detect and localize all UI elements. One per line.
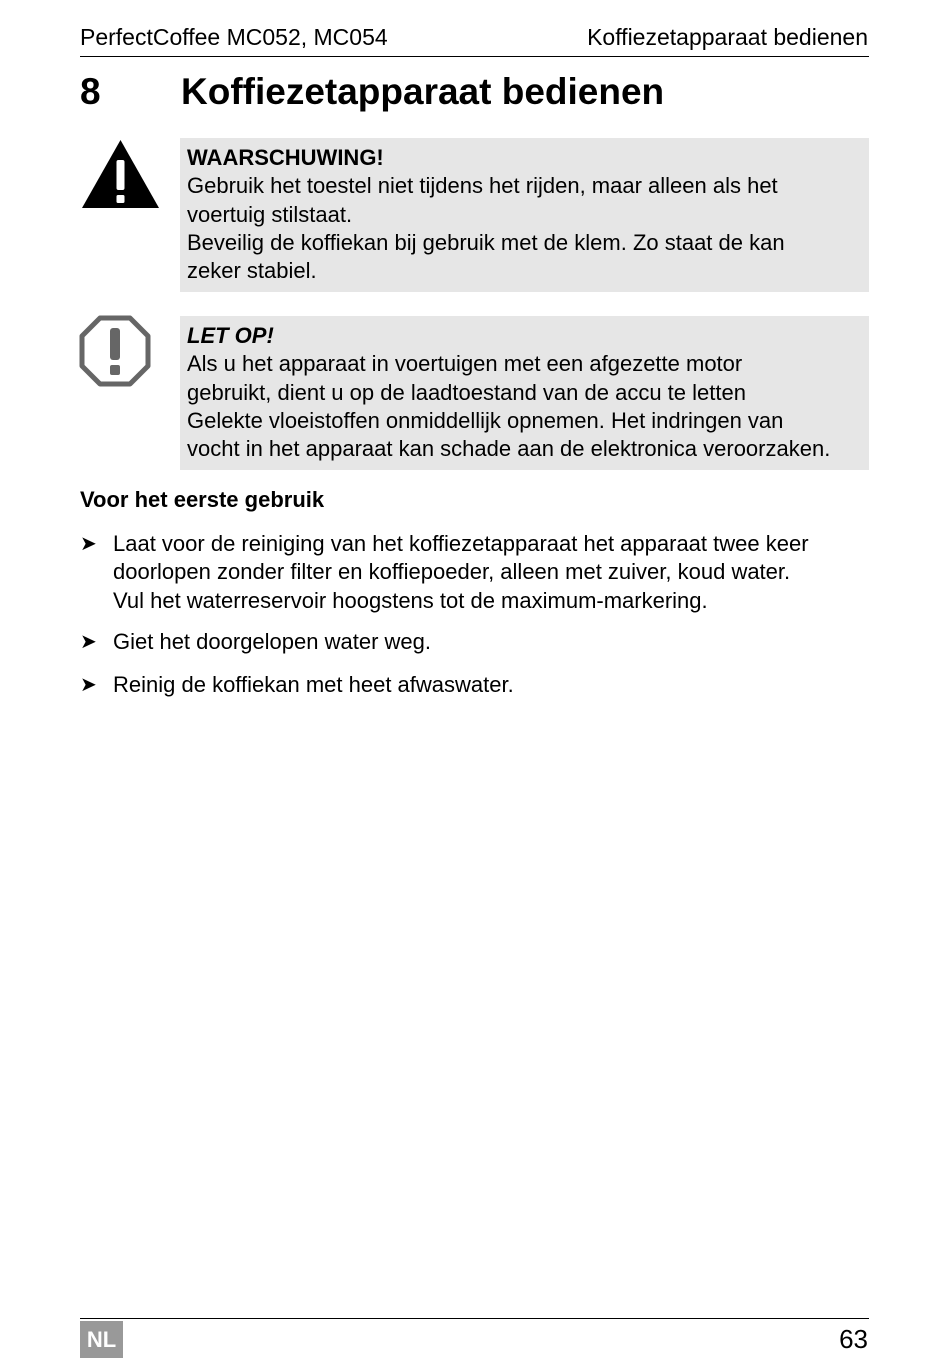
warning-text-line: voertuig stilstaat. xyxy=(187,201,353,227)
chapter-title: Koffiezetapparaat bedienen xyxy=(181,71,665,112)
list-item-line: doorlopen zonder filter en koffiepoeder, alleen met zuiver, koud water. xyxy=(113,559,791,585)
running-header-chapter: Koffiezetapparaat bedienen xyxy=(587,24,868,50)
warning-triangle-icon xyxy=(80,138,161,215)
warning-text-line: Beveilig de koffiekan bij gebruik met de klem. Zo staat de kan xyxy=(187,229,785,255)
list-item-line: Vul het waterreservoir hoogstens tot de maximum-markering. xyxy=(113,587,708,613)
caution-text-line: vocht in het apparaat kan schade aan de elektronica veroorzaken. xyxy=(187,436,831,462)
caution-text-line: gebruikt, dient u op de laadtoestand van de accu te letten xyxy=(187,379,746,405)
running-header-product: PerfectCoffee MC052, MC054 xyxy=(80,24,388,50)
caution-notice xyxy=(180,316,869,470)
list-item xyxy=(80,628,880,656)
arrow-bullet-icon: ➤ xyxy=(80,631,97,653)
list-item-line: Giet het doorgelopen water weg. xyxy=(113,629,431,654)
chapter-number: 8 xyxy=(80,71,101,112)
footer-divider xyxy=(80,1318,869,1319)
header-divider xyxy=(80,56,869,57)
warning-notice xyxy=(180,138,869,292)
list-item xyxy=(80,530,880,615)
warning-title: WAARSCHUWING! xyxy=(187,145,384,170)
arrow-bullet-icon: ➤ xyxy=(80,674,97,696)
language-tab: NL xyxy=(80,1321,123,1358)
warning-text-line: Gebruik het toestel niet tijdens het rijden, maar alleen als het xyxy=(187,173,778,199)
warning-text-line: zeker stabiel. xyxy=(187,258,317,284)
section-heading: Voor het eerste gebruik xyxy=(80,487,325,512)
caution-text-line: Als u het apparaat in voertuigen met een afgezette motor xyxy=(187,351,743,377)
octagon-exclamation-icon xyxy=(79,315,151,392)
page-number: 63 xyxy=(839,1324,868,1354)
list-item-line: Laat voor de reiniging van het koffiezetapparaat het apparaat twee keer xyxy=(113,531,809,556)
caution-title: LET OP! xyxy=(187,323,274,348)
caution-text-line: Gelekte vloeistoffen onmiddellijk opnemen. Het indringen van xyxy=(187,407,784,433)
arrow-bullet-icon: ➤ xyxy=(80,533,97,555)
list-item xyxy=(80,671,880,699)
list-item-line: Reinig de koffiekan met heet afwaswater. xyxy=(113,672,514,697)
